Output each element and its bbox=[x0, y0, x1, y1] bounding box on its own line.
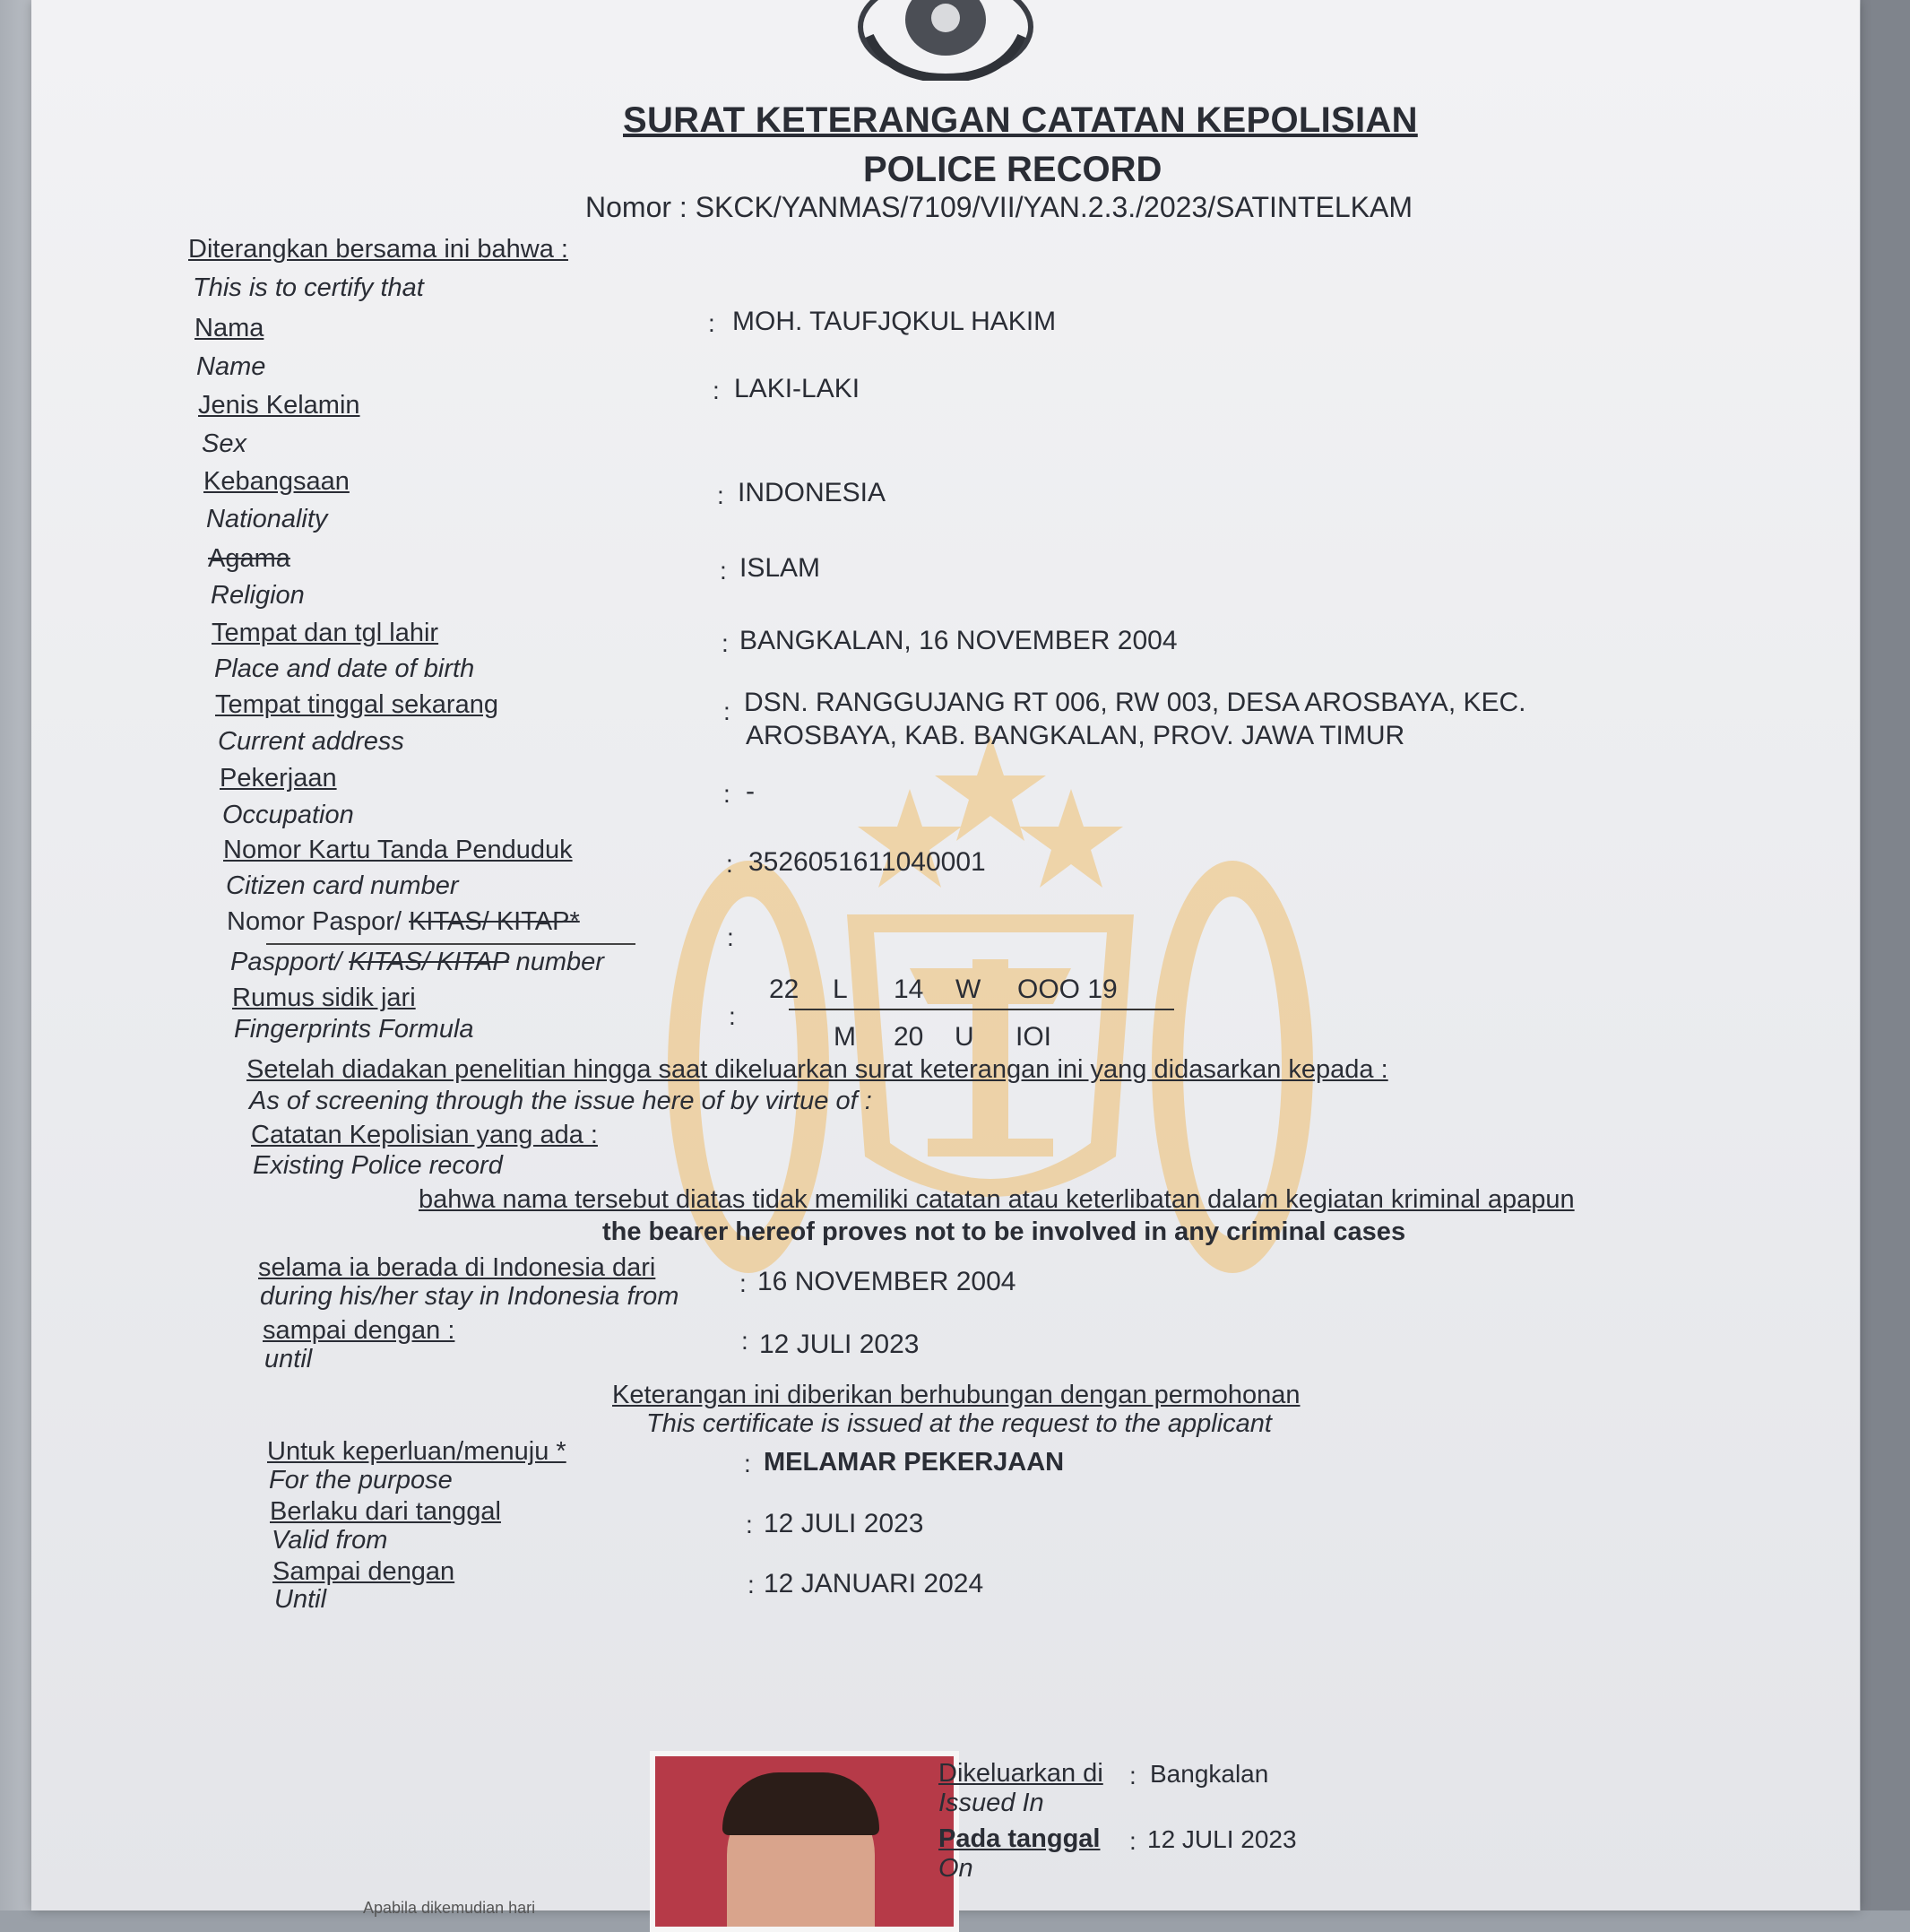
fingerprint-top-1: 22 bbox=[769, 975, 799, 1004]
fingerprint-divider bbox=[789, 1009, 1174, 1010]
fingerprint-bottom-4: IOI bbox=[1015, 1022, 1052, 1052]
police-record-document bbox=[31, 0, 1860, 1917]
value-nama: MOH. TAUFJQKUL HAKIM bbox=[732, 307, 1057, 336]
label-passport-en-a: Paspport/ bbox=[230, 948, 342, 976]
colon: : bbox=[741, 1327, 748, 1355]
valid-until-en: Until bbox=[274, 1585, 327, 1614]
police-emblem-icon bbox=[851, 0, 1040, 81]
value-ktp: 3526051611040001 bbox=[748, 847, 986, 877]
label-fingerprint-en: Fingerprints Formula bbox=[234, 1015, 474, 1044]
document-subtitle: POLICE RECORD bbox=[863, 150, 1162, 189]
photo-hair bbox=[722, 1772, 879, 1835]
background-edge bbox=[1861, 0, 1910, 1910]
label-nama: Nama bbox=[194, 314, 264, 342]
label-tempat-tgl-lahir: Tempat dan tgl lahir bbox=[212, 619, 439, 647]
document-title: SURAT KETERANGAN CATATAN KEPOLISIAN bbox=[623, 100, 1418, 140]
value-religion: ISLAM bbox=[739, 553, 821, 583]
stay-until-id: sampai dengan : bbox=[263, 1316, 455, 1345]
purpose-en: For the purpose bbox=[269, 1466, 453, 1494]
issued-date-id: Pada tanggal bbox=[938, 1824, 1101, 1853]
stay-from-id: selama ia berada di Indonesia dari bbox=[258, 1253, 656, 1282]
valid-until-id: Sampai dengan bbox=[272, 1557, 455, 1586]
label-name-en: Name bbox=[196, 352, 266, 381]
request-en: This certificate is issued at the request to the applicant bbox=[646, 1409, 1272, 1438]
police-record-en: Existing Police record bbox=[253, 1151, 503, 1180]
valid-from-en: Valid from bbox=[272, 1526, 388, 1555]
screening-en: As of screening through the issue here of by virtue of : bbox=[249, 1087, 872, 1115]
colon: : bbox=[722, 629, 729, 657]
label-kebangsaan: Kebangsaan bbox=[203, 467, 350, 496]
label-ktp: Nomor Kartu Tanda Penduduk bbox=[223, 836, 573, 864]
screening-id: Setelah diadakan penelitian hingga saat dikeluarkan surat keterangan ini yang didasarkan kepada : bbox=[246, 1055, 1388, 1084]
value-birth: BANGKALAN, 16 NOVEMBER 2004 bbox=[739, 626, 1178, 655]
document-number: Nomor : SKCK/YANMAS/7109/VII/YAN.2.3./2023/SATINTELKAM bbox=[585, 191, 1413, 223]
colon: : bbox=[720, 557, 727, 585]
colon: : bbox=[1129, 1762, 1136, 1789]
fingerprint-top-4: W bbox=[955, 975, 981, 1004]
value-address-line2: AROSBAYA, KAB. BANGKALAN, PROV. JAWA TIMUR bbox=[746, 721, 1405, 750]
issued-in-en: Issued In bbox=[938, 1789, 1044, 1817]
statement-id: bahwa nama tersebut diatas tidak memiliki catatan atau keterlibatan dalam kegiatan kriminal apapun bbox=[419, 1185, 1575, 1214]
value-purpose: MELAMAR PEKERJAAN bbox=[764, 1448, 1065, 1477]
colon: : bbox=[1129, 1827, 1136, 1855]
issued-date-en: On bbox=[938, 1854, 973, 1883]
value-valid-until: 12 JANUARI 2024 bbox=[764, 1569, 984, 1598]
colon: : bbox=[746, 1511, 753, 1538]
colon: : bbox=[723, 697, 730, 725]
colon: : bbox=[717, 481, 724, 509]
purpose-id: Untuk keperluan/menuju * bbox=[267, 1437, 566, 1466]
colon: : bbox=[727, 923, 734, 951]
label-occupation-en: Occupation bbox=[222, 801, 354, 829]
value-nationality: INDONESIA bbox=[738, 478, 886, 507]
value-stay-until: 12 JULI 2023 bbox=[759, 1330, 920, 1359]
value-valid-from: 12 JULI 2023 bbox=[764, 1509, 924, 1538]
applicant-photo bbox=[650, 1751, 959, 1932]
statement-en: the bearer hereof proves not to be involved in any criminal cases bbox=[602, 1217, 1406, 1246]
value-stay-from: 16 NOVEMBER 2004 bbox=[757, 1267, 1016, 1296]
fingerprint-bottom-3: U bbox=[955, 1022, 974, 1052]
footer-note: Apabila dikemudian hari bbox=[363, 1899, 536, 1917]
colon: : bbox=[726, 850, 733, 878]
label-sex-en: Sex bbox=[202, 429, 246, 458]
passport-underline bbox=[266, 943, 635, 945]
colon: : bbox=[748, 1571, 755, 1598]
label-sidik-jari: Rumus sidik jari bbox=[232, 983, 416, 1012]
valid-from-id: Berlaku dari tanggal bbox=[270, 1497, 501, 1526]
label-nationality-en: Nationality bbox=[206, 505, 328, 533]
value-sex: LAKI-LAKI bbox=[734, 374, 860, 403]
label-passport-en bbox=[230, 948, 604, 977]
fingerprint-bottom-2: 20 bbox=[894, 1022, 924, 1052]
stay-from-en: during his/her stay in Indonesia from bbox=[260, 1282, 679, 1311]
value-issued-in: Bangkalan bbox=[1150, 1760, 1269, 1788]
label-birth-en: Place and date of birth bbox=[214, 654, 475, 683]
label-jenis-kelamin: Jenis Kelamin bbox=[198, 391, 360, 420]
colon: : bbox=[739, 1269, 747, 1297]
request-id: Keterangan ini diberikan berhubungan dengan permohonan bbox=[612, 1381, 1301, 1409]
label-ktp-en: Citizen card number bbox=[226, 871, 459, 900]
label-paspor bbox=[227, 907, 580, 937]
colon: : bbox=[744, 1450, 751, 1477]
fingerprint-top-3: 14 bbox=[894, 975, 924, 1004]
label-paspor-b: KITAS/ KITAP* bbox=[409, 907, 580, 936]
fingerprint-bottom-1: M bbox=[834, 1022, 856, 1052]
label-paspor-a: Nomor Paspor/ bbox=[227, 907, 402, 936]
stay-until-en: until bbox=[264, 1345, 313, 1373]
value-issued-date: 12 JULI 2023 bbox=[1147, 1825, 1297, 1853]
issued-in-id: Dikeluarkan di bbox=[938, 1759, 1103, 1788]
value-occupation: - bbox=[746, 776, 755, 806]
colon: : bbox=[723, 780, 730, 808]
intro-en: This is to certify that bbox=[193, 273, 424, 302]
colon: : bbox=[729, 1002, 736, 1030]
colon: : bbox=[713, 377, 720, 404]
police-record-id: Catatan Kepolisian yang ada : bbox=[251, 1121, 598, 1149]
colon: : bbox=[708, 309, 715, 337]
value-address-line1: DSN. RANGGUJANG RT 006, RW 003, DESA AROSBAYA, KEC. bbox=[744, 688, 1526, 717]
label-passport-en-b: KITAS/ KITAP bbox=[349, 948, 509, 976]
label-address-en: Current address bbox=[218, 727, 404, 756]
label-agama: Agama bbox=[208, 544, 290, 573]
intro-id: Diterangkan bersama ini bahwa : bbox=[188, 235, 568, 264]
label-religion-en: Religion bbox=[211, 581, 305, 610]
label-tempat-tinggal: Tempat tinggal sekarang bbox=[215, 690, 498, 719]
label-passport-en-c: number bbox=[515, 948, 604, 976]
watermark-emblem-icon bbox=[641, 735, 1340, 1345]
fingerprint-top-2: L bbox=[833, 975, 848, 1004]
fingerprint-top-5: OOO 19 bbox=[1017, 975, 1118, 1004]
label-pekerjaan: Pekerjaan bbox=[220, 764, 337, 793]
